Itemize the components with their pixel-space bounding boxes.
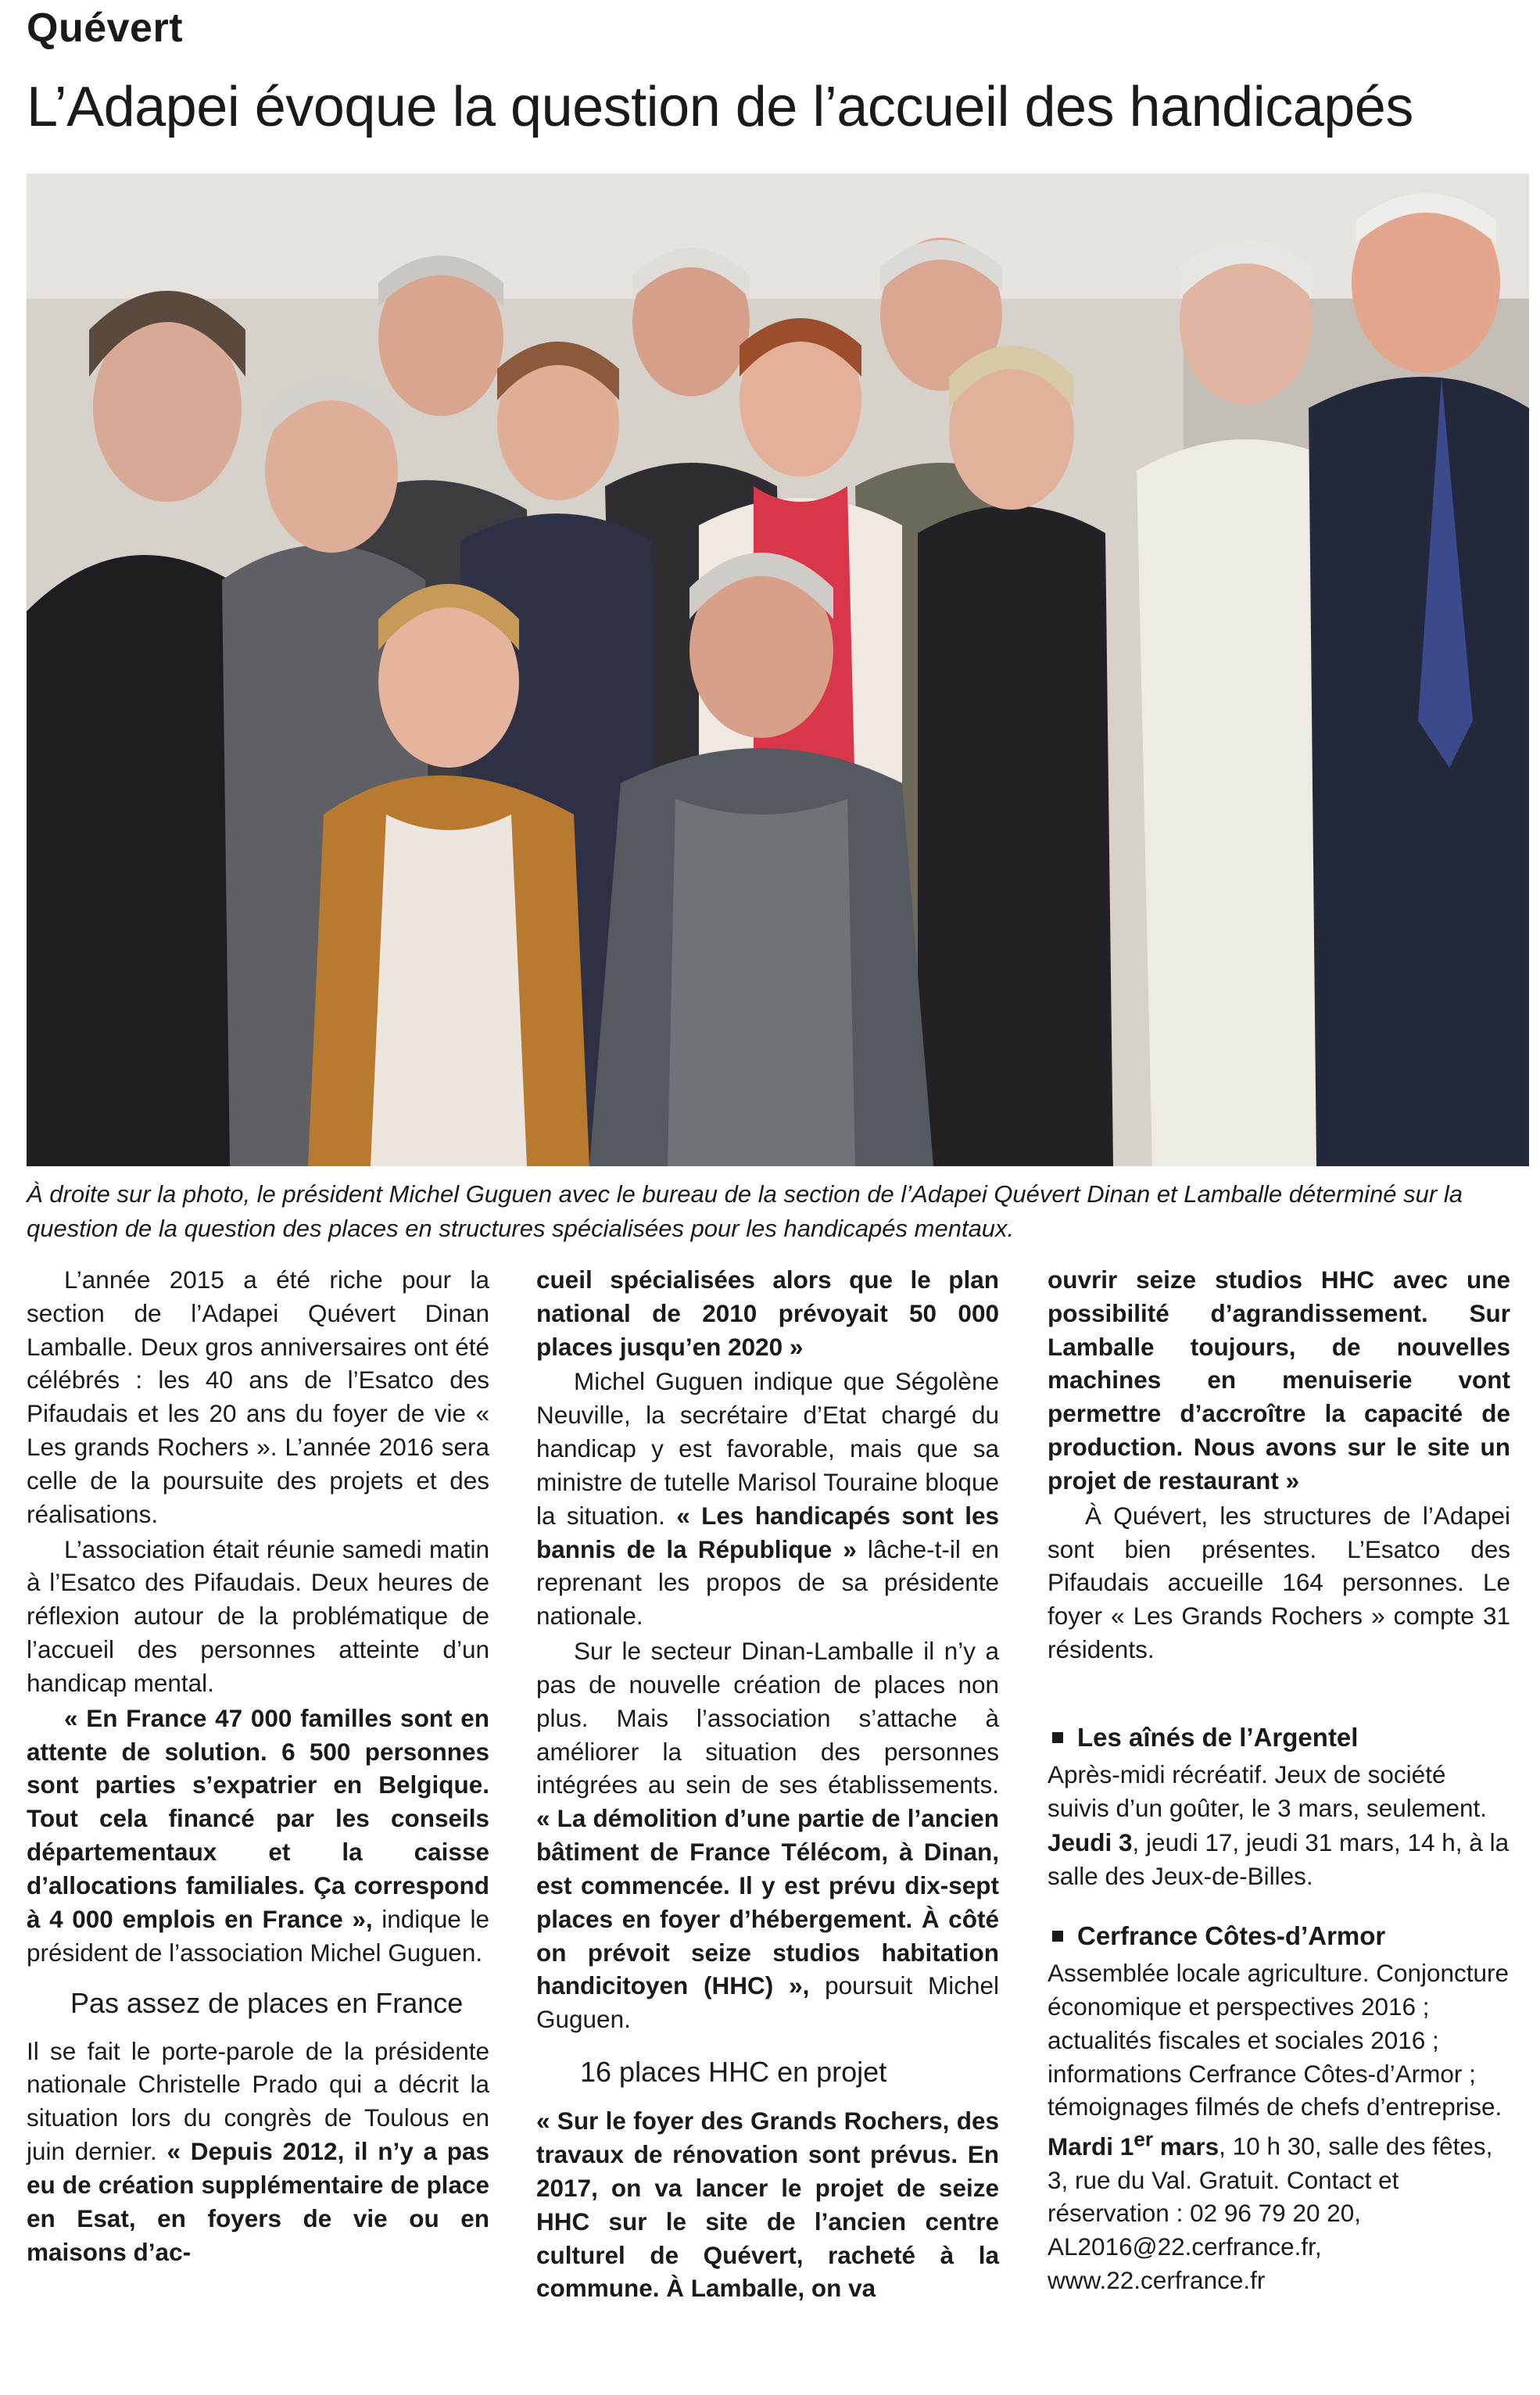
brief-title-text: Les aînés de l’Argentel: [1077, 1722, 1359, 1752]
date-rest: , 10 h 30, salle des fêtes, 3, rue du Val. Gratuit. Contact et réservation : 02 96 79 20 20, AL2016@22.cerfrance.fr, www.22.cerfrance.fr: [1048, 2132, 1493, 2294]
brief-text: Après-midi récréatif. Jeux de société suivis d’un goûter, le 3 mars, seulement.: [1048, 1760, 1488, 1822]
paragraph: À Quévert, les structures de l’Adapei sont bien présentes. L’Esatco des Pifaudais accueille 164 personnes. Le foyer « Les Grands Rochers » compte 31 résidents.: [1048, 1501, 1510, 1664]
paragraph: L’association était réunie samedi matin à l’Esatco des Pifaudais. Deux heures de réflexion autour de la problématique de l’accueil des personnes atteinte d’un handicap mental.: [27, 1534, 489, 1697]
date-bold: Mardi 1er mars: [1048, 2127, 1219, 2161]
quote: ouvrir seize studios HHC avec une possibilité d’agrandissement. Sur Lamballe toujours, de nouvelles machines en menuiserie vont permettre d’accroître la capacité de production. Nous avons sur le site un projet de restaurant »: [1048, 1266, 1510, 1495]
subheading: 16 places HHC en projet: [580, 2056, 887, 2089]
bullet-square-icon: [1052, 1931, 1063, 1942]
paragraph: [1048, 1263, 1510, 1498]
paragraph: [536, 1263, 999, 1363]
text: lâche-t-il en reprenant les propos de sa présidente nationale.: [536, 1534, 999, 1631]
quote: « La démolition d’une partie de l’ancien bâtiment de France Télécom, à Dinan, est commencée. Il y est prévu dix-sept places en foyer d’hébergement. À côté on prévoit seize studios habitation handicitoyen (HHC) »,: [536, 1804, 999, 2000]
paragraph: [536, 1365, 999, 1633]
text: Il se fait le porte-parole de la présidente nationale Christelle Prado qui a décrit la situation lors du congrès de Toulous en juin dernier.: [27, 2036, 489, 2166]
quote: « Depuis 2012, il n’y a pas eu de création supplémentaire de place en Esat, en foyers de vie ou en maisons d’ac-: [27, 2137, 489, 2266]
brief-title: [1048, 1721, 1510, 1755]
quote: cueil spécialisées alors que le plan national de 2010 prévoyait 50 000 places jusqu’en 2020 »: [536, 1266, 999, 1361]
text: Sur le secteur Dinan-Lamballe il n’y a pas de nouvelle création de places non plus. Mais l’association s’attache à améliorer la situation des personnes intégrées au sein de ses établissements.: [536, 1637, 999, 1799]
paragraph: [27, 1702, 489, 1970]
text: indique le président de l’association Michel Guguen.: [27, 1904, 489, 1967]
subheading: Pas assez de places en France: [70, 1987, 464, 2020]
brief-text: Assemblée locale agriculture. Conjoncture économique et perspectives 2016 ; actualités fiscales et sociales 2016 ; informations Cerfrance Côtes-d’Armor ; témoignages filmés de chefs d’entreprise.: [1048, 1959, 1510, 2121]
date-bold: Jeudi 3: [1048, 1828, 1133, 1857]
bullet-square-icon: [1052, 1732, 1063, 1743]
section-kicker: Quévert: [27, 5, 184, 51]
photo-caption: À droite sur la photo, le président Michel Guguen avec le bureau de la section de l’Adapei Quévert Dinan et Lamballe déterminé sur la question de la question des places en structures spécialisées pour les handicapés mentaux.: [27, 1180, 1463, 1243]
paragraph: L’année 2015 a été riche pour la section de l’Adapei Quévert Dinan Lamballe. Deux gros anniversaires ont été célébrés : les 40 ans de l’Esatco des Pifaudais et les 20 ans du foyer de vie « Les grands Rochers ». L’année 2016 sera celle de la poursuite des projets et des réalisations.: [27, 1266, 489, 1528]
quote: « En France 47 000 familles sont en attente de solution. 6 500 personnes sont parties s’expatrier en Belgique. Tout cela financé par les conseils départementaux et la caisse d’allocations familiales. Ça correspond à 4 000 emplois en France »,: [27, 1703, 489, 1933]
brief-title-text: Cerfrance Côtes-d’Armor: [1077, 1921, 1386, 1951]
date-rest: , jeudi 17, jeudi 31 mars, 14 h, à la salle des Jeux-de-Billes.: [1048, 1828, 1510, 1891]
article-headline: L’Adapei évoque la question de l’accueil des handicapés: [27, 76, 1413, 138]
brief-title: [1048, 1920, 1510, 1953]
brief-date: [1048, 2125, 1510, 2297]
quote: « Les handicapés sont les bannis de la République »: [536, 1501, 999, 1563]
paragraph: [536, 2104, 999, 2305]
article-column-2: [536, 1263, 999, 2307]
brief-date: [1048, 1826, 1510, 1893]
paragraph: [27, 2035, 489, 2269]
group-photo: [27, 174, 1529, 1166]
text: Michel Guguen indique que Ségolène Neuville, la secrétaire d’Etat chargé du handicap y est favorable, mais que sa ministre de tutelle Marisol Touraine bloque la situation.: [536, 1367, 999, 1530]
article-column-3: [1048, 1263, 1510, 2299]
brief-argentel: [1048, 1721, 1510, 1893]
article-column-1: [27, 1263, 489, 2270]
brief-cerfrance: [1048, 1920, 1510, 2297]
quote: « Sur le foyer des Grands Rochers, des travaux de rénovation sont prévus. En 2017, on va lancer le projet de seize HHC sur le site de l’ancien centre culturel de Quévert, racheté à la commune. À Lamballe, on va: [536, 2107, 999, 2303]
text: poursuit Michel Guguen.: [536, 1971, 999, 2034]
paragraph: [536, 1634, 999, 2036]
